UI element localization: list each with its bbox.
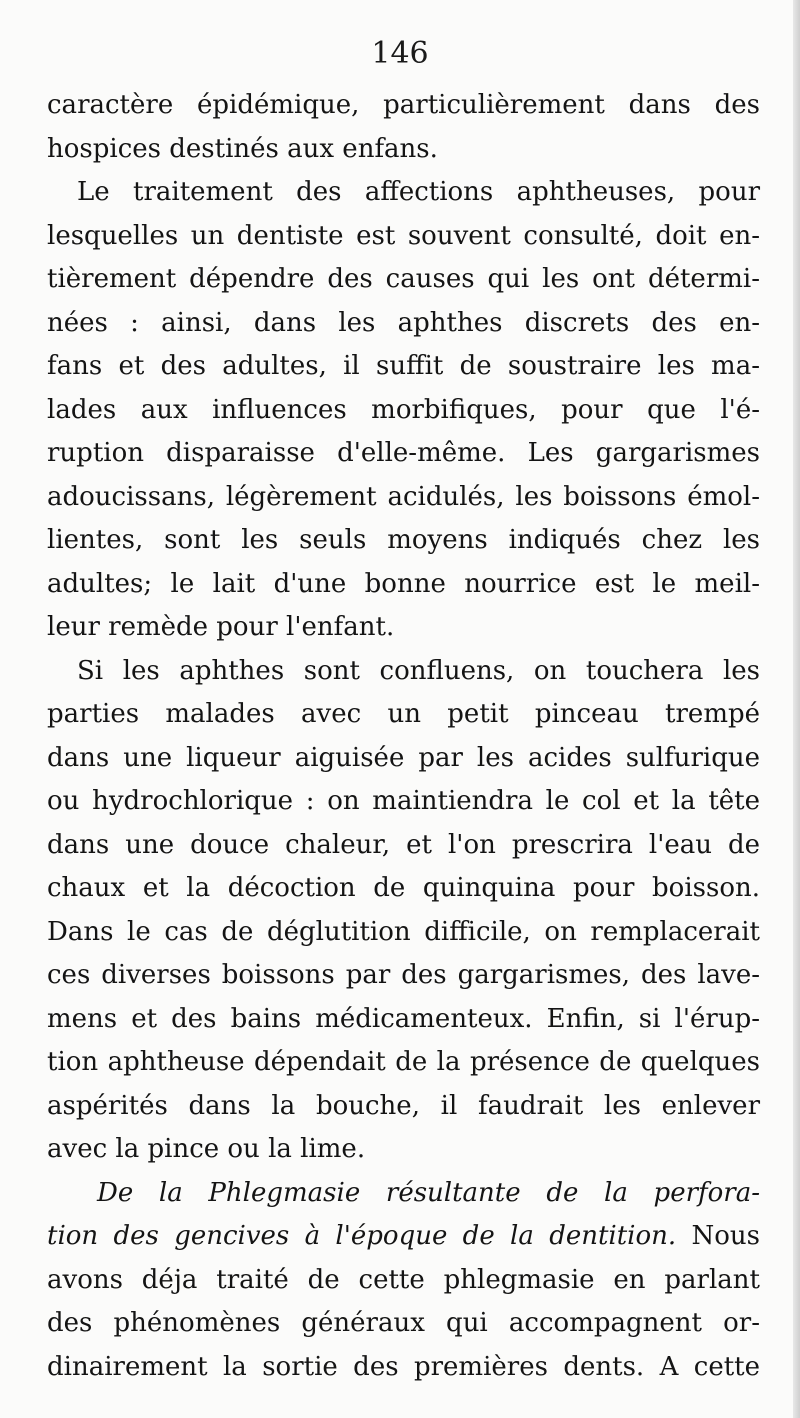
text-line: dans une liqueur aiguisée par les acides sulfurique	[47, 742, 760, 773]
text-line: lades aux influences morbifiques, pour que l'é-	[47, 394, 760, 425]
text-line: tièrement dépendre des causes qui les ont détermi-	[47, 264, 760, 294]
text-line: avec la pince ou la lime.	[47, 1134, 366, 1164]
text-line: nées : ainsi, dans les aphthes discrets des en-	[47, 307, 760, 338]
text-line: ces diverses boissons par des gargarismes, des lave-	[47, 960, 760, 990]
text-line: lesquelles un dentiste est souvent consulté, doit en-	[47, 220, 760, 251]
section-heading-roman: Nous	[676, 1221, 760, 1251]
text-line: des phénomènes généraux qui accompagnent or-	[47, 1308, 760, 1338]
text-line: hospices destinés aux enfans.	[47, 133, 438, 164]
text-line: tion aphtheuse dépendait de la présence de quelques	[47, 1047, 760, 1077]
page-number: 146	[371, 36, 429, 71]
body-text	[47, 84, 760, 1389]
text-line: ruption disparaisse d'elle-même. Les gargarismes	[47, 438, 760, 468]
paragraph-start: Si les aphthes sont confluens, on touchera les	[77, 655, 760, 686]
paragraph-start: Le traitement des affections aphtheuses, pour	[77, 177, 760, 207]
text-line: lientes, sont les seuls moyens indiqués chez les	[47, 525, 760, 555]
text-line: aspérités dans la bouche, il faudrait les enlever	[47, 1090, 760, 1121]
text-line: mens et des bains médicamenteux. Enfin, si l'érup-	[47, 1003, 760, 1034]
text-line: fans et des adultes, il suffit de soustraire les ma-	[47, 351, 760, 381]
text-line: parties malades avec un petit pinceau trempé	[47, 699, 760, 729]
text-line: caractère épidémique, particulièrement dans des	[47, 90, 760, 120]
section-heading-italic: tion des gencives à l'époque de la dentition.	[47, 1221, 677, 1251]
text-line: chaux et la décoction de quinquina pour boisson.	[47, 873, 760, 903]
text-line: dans une douce chaleur, et l'on prescrira l'eau de	[47, 829, 760, 860]
text-line: Dans le cas de déglutition difficile, on remplacerait	[47, 916, 760, 947]
text-line: leur remède pour l'enfant.	[47, 612, 395, 642]
text-line: adultes; le lait d'une bonne nourrice est le meil-	[47, 568, 760, 599]
text-line: ou hydrochlorique : on maintiendra le col et la tête	[47, 786, 760, 816]
text-line: adoucissans, légèrement acidulés, les boissons émol-	[47, 481, 760, 512]
page-edge-shadow	[793, 0, 800, 1418]
section-heading-continuation	[47, 1215, 760, 1259]
text-line: dinairement la sortie des premières dents. A cette	[47, 1351, 760, 1382]
text-line: avons déja traité de cette phlegmasie en parlant	[47, 1264, 760, 1295]
section-heading: De la Phlegmasie résultante de la perfora-	[97, 1177, 760, 1208]
